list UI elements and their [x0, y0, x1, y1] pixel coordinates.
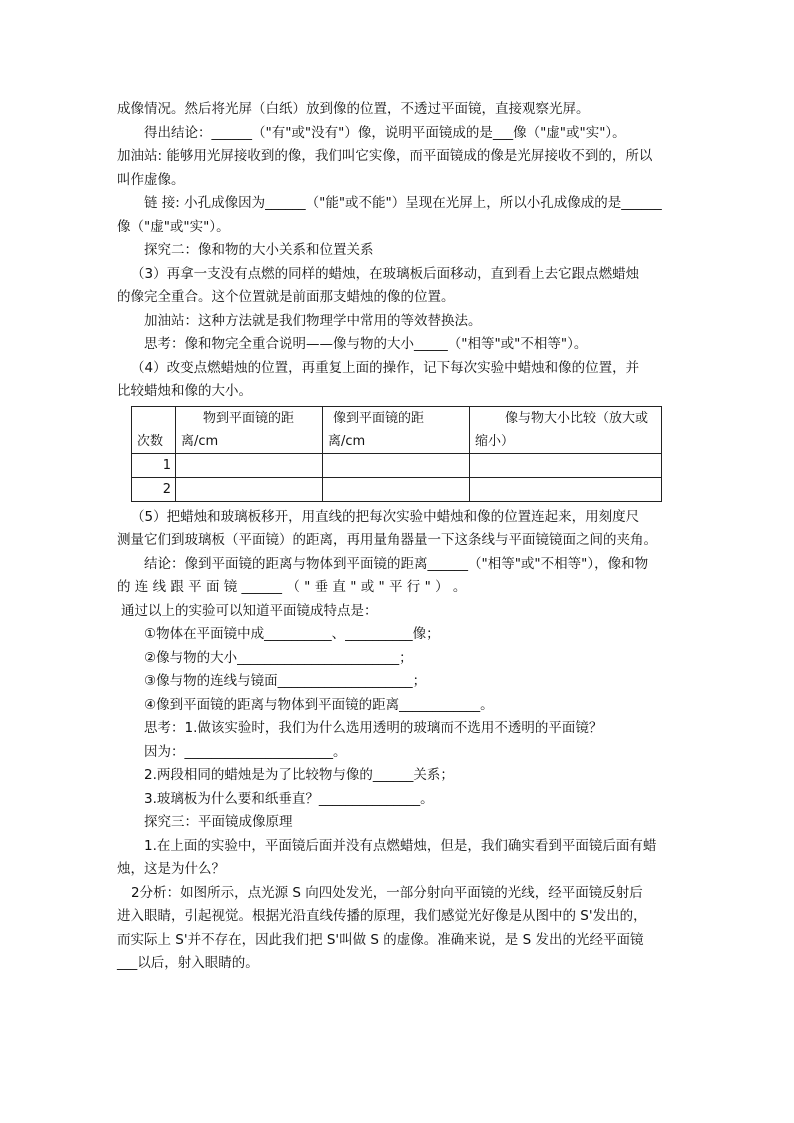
analysis-line: 而实际上 S'并不存在，因此我们把 S'叫做 S 的虚像。准确来说，是 S 发出的光经平面镜 [117, 931, 644, 948]
think-line: 2.两段相同的蜡烛是为了比较物与像的______关系； [144, 767, 454, 783]
header-size-compare-b: 缩小） [475, 433, 515, 449]
section-heading-2: 探究二：像和物的大小关系和位置关系 [144, 242, 374, 258]
conclusion-line: 的 连 线 跟 平 面 镜 ______ （ " 垂 直 " 或 " 平 行 " ） 。 [117, 579, 467, 595]
step-5-line: （5）把蜡烛和玻璃板移开，用直线的把每次实验中蜡烛和像的位置连起来，用刻度尺 [131, 508, 640, 525]
analysis-line: ___以后，射入眼睛的。 [117, 955, 259, 971]
table-cell: 2 [132, 477, 176, 501]
table-cell[interactable] [323, 453, 470, 477]
paragraph-line: 成像情况。然后将光屏（白纸）放到像的位置，不透过平面镜，直接观察光屏。 [117, 101, 590, 117]
feature-item: ②像与物的大小________________________； [144, 649, 413, 666]
think-line: 思考：1.做该实验时，我们为什么选用透明的玻璃而不选用不透明的平面镜？ [144, 720, 603, 736]
table-cell: 1 [132, 453, 176, 477]
tip-line: 叫作虚像。 [117, 171, 185, 188]
feature-item: ④像到平面镜的距离与物体到平面镜的距离____________。 [144, 696, 494, 713]
header-object-distance-a: 物到平面镜的距 [203, 410, 295, 426]
table-header-cell [132, 406, 176, 453]
tip-line: 加油站：这种方法就是我们物理学中常用的等效替换法。 [144, 312, 482, 329]
step-4-line: 比较蜡烛和像的大小。 [117, 383, 252, 399]
document-page [117, 98, 677, 976]
step-3-line: 的像完全重合。这个位置就是前面那支蜡烛的像的位置。 [117, 289, 455, 305]
experiment-table [131, 406, 662, 502]
think-answer: 因为：______________________。 [144, 743, 347, 760]
feature-item: ①物体在平面镜中成__________、__________像； [144, 626, 440, 642]
table-header-cell [470, 406, 662, 453]
conclusion-line: 结论：像到平面镜的距离与物体到平面镜的距离______（"相等"或"不相等"），像和物 [144, 555, 649, 572]
table-cell[interactable] [470, 453, 662, 477]
tip-line: 加油站: 能够用光屏接收到的像，我们叫它实像，而平面镜成的像是光屏接收不到的，所以 [117, 148, 653, 164]
header-image-distance-b: 离/cm [328, 433, 366, 449]
think-line: 3.玻璃板为什么要和纸垂直？_______________。 [144, 790, 434, 807]
feature-item: ③像与物的连线与镜面____________________； [144, 673, 427, 689]
question-line: 烛，这是为什么？ [117, 861, 225, 877]
table-header-row [132, 406, 662, 453]
link-line: 像（"虚"或"实"）。 [117, 218, 230, 235]
table-header-cell [176, 406, 323, 453]
question-line: 1.在上面的实验中，平面镜后面并没有点燃蜡烛，但是，我们确实看到平面镜后面有蜡 [144, 837, 657, 854]
conclusion-line: 得出结论：______（"有"或"没有"）像，说明平面镜成的是___像（"虚"或"实"）。 [144, 124, 626, 141]
header-object-distance-b: 离/cm [181, 433, 219, 449]
section-heading-3: 探究三：平面镜成像原理 [144, 814, 293, 830]
table-cell[interactable] [323, 477, 470, 501]
analysis-line: 2分析：如图所示，点光源 S 向四处发光，一部分射向平面镜的光线，经平面镜反射后 [131, 884, 643, 901]
header-image-distance-a: 像到平面镜的距 [333, 410, 425, 426]
step-4-line: （4）改变点燃蜡烛的位置，再重复上面的操作，记下每次实验中蜡烛和像的位置，并 [131, 359, 640, 376]
step-3-line: （3）再拿一支没有点燃的同样的蜡烛，在玻璃板后面移动，直到看上去它跟点燃蜡烛 [131, 265, 640, 282]
table-cell[interactable] [176, 477, 323, 501]
table-cell[interactable] [176, 453, 323, 477]
think-line: 思考：像和物完全重合说明——像与物的大小_____（"相等"或"不相等"）。 [144, 336, 588, 352]
table-cell[interactable] [470, 477, 662, 501]
table-header-cell [323, 406, 470, 453]
link-line: 链 接: 小孔成像因为______（"能"或不能"）呈现在光屏上，所以小孔成像成的是______ [144, 195, 662, 211]
header-size-compare-a: 像与物大小比较（放大或 [505, 410, 649, 426]
table-row [132, 453, 662, 477]
step-5-line: 测量它们到玻璃板（平面镜）的距离，再用量角器量一下这条线与平面镜镜面之间的夹角。 [117, 532, 657, 548]
table-row [132, 477, 662, 501]
header-count: 次数 [137, 433, 164, 449]
analysis-line: 进入眼睛，引起视觉。根据光沿直线传播的原理，我们感觉光好像是从图中的 S'发出的， [117, 908, 647, 924]
summary-intro: 通过以上的实验可以知道平面镜成特点是： [121, 602, 378, 619]
